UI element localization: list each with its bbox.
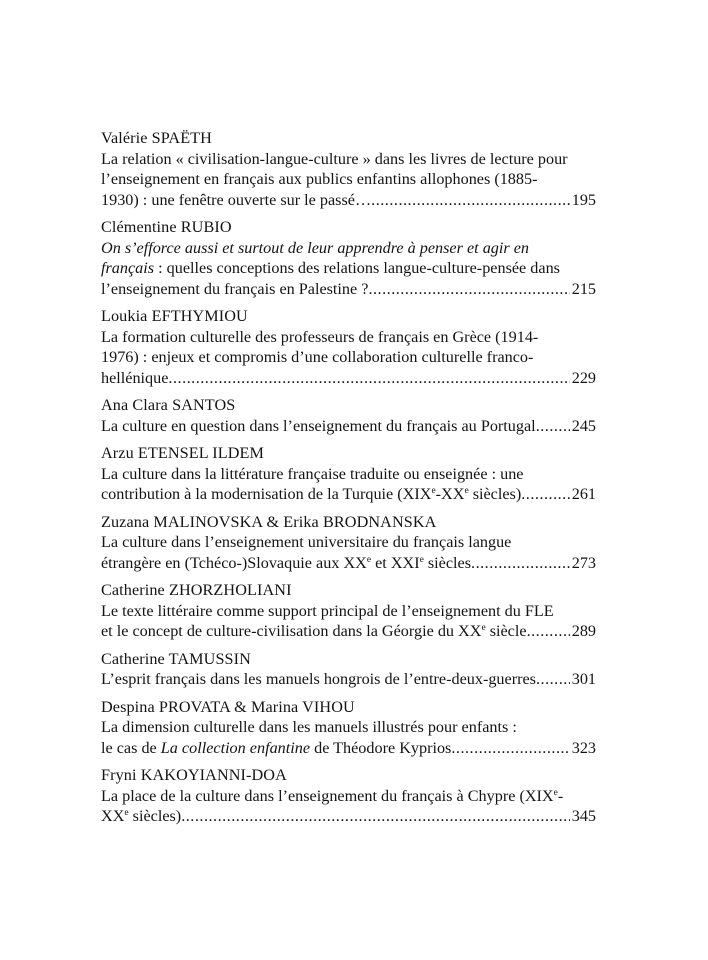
page-number: 345 — [571, 807, 596, 825]
page-number: 261 — [571, 485, 596, 503]
entry-title-last-line — [101, 279, 596, 300]
italic-quote: On s’efforce aussi et surtout de leur apprendre à penser et agir en — [101, 238, 530, 257]
toc-entry — [101, 697, 596, 759]
title-segment: et XXI — [371, 553, 420, 572]
dot-leader — [521, 484, 569, 505]
page-number: 301 — [571, 670, 596, 688]
dot-leader — [527, 621, 570, 642]
toc-entry — [101, 217, 596, 299]
title-segment: de Théodore Kyprios — [310, 738, 452, 757]
entry-title-line: 1976) : enjeux et compromis d’une collaboration culturelle franco- — [101, 348, 534, 366]
entry-title-last-line — [101, 190, 596, 211]
italic-quote: français — [101, 259, 155, 277]
toc-entry — [101, 580, 596, 642]
entry-title-text — [101, 738, 451, 759]
entry-title-text — [101, 621, 527, 642]
toc-entry — [101, 649, 596, 690]
title-segment: siècle — [485, 622, 527, 640]
entry-title-last-line — [101, 368, 596, 389]
entry-title-line: La relation « civilisation-langue-culture » dans les livres de lecture pour — [101, 149, 568, 168]
dot-leader — [451, 738, 569, 759]
entry-title-line: l’enseignement en français aux publics enfantins allophones (1885- — [101, 170, 538, 188]
entry-title-text: L’esprit français dans les manuels hongrois de l’entre-deux-guerres — [101, 670, 536, 688]
title-segment: La place de la culture dans l’enseignement du français à Chypre (XIX — [101, 786, 554, 805]
entry-author: Ana Clara SANTOS — [101, 396, 236, 414]
entry-title-line: La formation culturelle des professeurs de français en Grèce (1914- — [101, 327, 539, 346]
entry-title-line — [101, 238, 596, 259]
table-of-contents — [101, 128, 596, 834]
toc-entry — [101, 395, 596, 436]
entry-title-text: hellénique — [101, 368, 169, 387]
dot-leader — [181, 806, 570, 827]
entry-title-last-line — [101, 416, 596, 437]
page-number: 229 — [571, 368, 596, 387]
entry-title-text: : quelles conceptions des relations langue-culture-pensée dans — [154, 259, 560, 277]
title-segment: siècles — [423, 553, 472, 572]
title-segment: XX — [101, 807, 125, 825]
title-segment: -XX — [435, 485, 465, 503]
entry-author: Catherine TAMUSSIN — [101, 649, 251, 668]
italic-title: La collection enfantine — [160, 738, 311, 757]
page-number: 289 — [571, 622, 596, 640]
entry-title-last-line — [101, 484, 596, 505]
entry-title-text — [101, 806, 181, 827]
superscript: e — [124, 808, 129, 818]
superscript: e — [464, 486, 469, 496]
dot-leader — [536, 416, 570, 437]
entry-author: Catherine ZHORZHOLIANI — [101, 581, 292, 599]
title-segment: étrangère en (Tchéco-)Slovaquie aux XX — [101, 553, 367, 572]
dot-leader — [471, 553, 570, 574]
title-segment: - — [557, 786, 564, 805]
dot-leader — [371, 190, 570, 211]
entry-title-last-line — [101, 669, 596, 690]
title-segment: le cas de — [101, 738, 161, 757]
superscript: e — [419, 554, 424, 565]
entry-author: Zuzana MALINOVSKA & Erika BRODNANSKA — [101, 512, 437, 531]
entry-author: Clémentine RUBIO — [101, 218, 232, 236]
toc-entry — [101, 128, 596, 210]
entry-title-text — [101, 484, 521, 505]
page-number: 195 — [571, 190, 596, 209]
page-number: 323 — [571, 738, 596, 757]
entry-author: Arzu ETENSEL ILDEM — [101, 444, 265, 462]
superscript: e — [431, 486, 436, 496]
entry-title-line: Le texte littéraire comme support principal de l’enseignement du FLE — [101, 601, 554, 620]
entry-title-line: La dimension culturelle dans les manuels illustrés pour enfants : — [101, 718, 517, 736]
toc-entry — [101, 306, 596, 388]
entry-title-line: La culture dans l’enseignement universitaire du français langue — [101, 533, 512, 551]
dot-leader — [368, 279, 569, 300]
toc-entry — [101, 443, 596, 505]
dot-leader — [536, 669, 570, 690]
entry-author: Loukia EFTHYMIOU — [101, 307, 248, 325]
entry-author: Valérie SPAËTH — [101, 129, 212, 147]
entry-title-text: 1930) : une fenêtre ouverte sur le passé… — [101, 190, 372, 209]
entry-author: Fryni KAKOYIANNI-DOA — [101, 766, 287, 784]
toc-entry — [101, 512, 596, 574]
entry-title-text: l’enseignement du français en Palestine ? — [101, 279, 369, 298]
page-number: 273 — [571, 553, 596, 572]
title-segment: contribution à la modernisation de la Turquie (XIX — [101, 485, 432, 503]
entry-title-line — [101, 786, 596, 807]
entry-title-last-line — [101, 553, 596, 574]
entry-title-last-line — [101, 738, 596, 759]
entry-title-text — [101, 553, 471, 574]
entry-title-last-line — [101, 806, 596, 827]
toc-entry — [101, 765, 596, 827]
title-segment: et le concept de culture-civilisation dans la Géorgie du XX — [101, 622, 482, 640]
dot-leader — [168, 368, 569, 389]
title-segment: siècles) — [468, 485, 522, 503]
entry-title-line — [101, 258, 596, 279]
entry-title-last-line — [101, 621, 596, 642]
entry-title-line: La culture dans la littérature française traduite ou enseignée : une — [101, 464, 524, 483]
entry-title-text: La culture en question dans l’enseignement du français au Portugal — [101, 416, 536, 435]
entry-author: Despina PROVATA & Marina VIHOU — [101, 697, 355, 716]
superscript: e — [366, 554, 372, 565]
page-number: 245 — [571, 416, 596, 435]
superscript: e — [481, 623, 486, 633]
title-segment: siècles) — [128, 807, 182, 825]
page-number: 215 — [571, 279, 596, 298]
superscript: e — [553, 787, 558, 798]
